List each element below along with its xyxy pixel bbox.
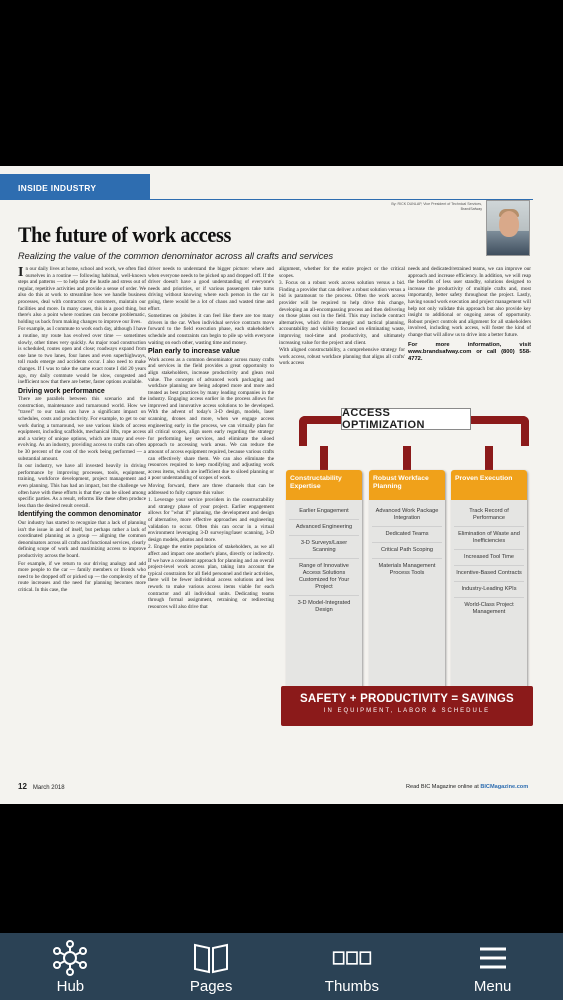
infographic-column-proven-execution — [451, 470, 527, 722]
infographic-column-constructability — [286, 470, 362, 722]
subheading: Driving work performance — [18, 387, 105, 395]
paragraph: With aligned constructability, a comprehensive strategy for work access, robust workface planning that aligns all crafts' work access — [279, 347, 405, 367]
paragraph: For example, if we return to our driving analogy and add more people to the car — family members or friends who need to be dropped off or picked up — the complexity of the route increases and the need for planning becomes more critical. In this case, the — [18, 560, 146, 593]
paragraph: alignment, whether for the entire project or the critical scopes. — [279, 266, 405, 279]
section-label: INSIDE INDUSTRY — [0, 174, 150, 200]
infographic-item: Advanced Engineering — [289, 520, 359, 536]
paragraph-text: n our daily lives at home, school and work, we often find ourselves in a routine — following habitual, well-known steps and patterns — to help take the hustle and stress out of regular, repetitive activities and provide a sense of order. We also do this at work to streamline how we handle business processes, deal with contractors or customers, maintain our facilities and more. In many cases, this is a good thing, but there's also a point where routines can become problematic, holding us back from making changes to improve our lives. — [18, 266, 146, 325]
byline: By: RICK DUNLAP, Vice President of Technical Services, BrandSafway — [391, 202, 482, 211]
infographic-item: Track Record of Performance — [454, 504, 524, 527]
paragraph: In our industry, we have all invested heavily in driving performance by improving processes, tools, equipment, training, workforce development, project management and even planning. This has had an impact, but the challenge we often have with these efforts is that they can be siloed among specific parties. As a result, reforms like these often produce less than the desired result overall. — [18, 463, 146, 509]
access-optimization-infographic — [281, 398, 533, 738]
paragraph: driver needs to understand the bigger picture: where and when everyone needs to be picked up and dropped off. If the driver doesn't have a good understanding of everyone's needs and priorities, or if various passengers take turns driving without knowing where each person in the car is going, there would be a lot of chaos and wasted time and effort. — [148, 266, 274, 312]
article-column-2 — [148, 266, 274, 611]
infographic-footer-banner — [281, 686, 533, 726]
infographic-item: Elimination of Waste and Inefficiencies — [454, 527, 524, 550]
paragraph: needs and dedicated/retrained teams, we can improve our approach and increase efficiency. In addition, we will reap the benefits of less user standby, solutions designed to increase the productivity of multiple crafts and, most importantly, better safety throughout the project. Lastly, having sound work execution and project management will help not only validate this approach but also provide key insight to additional or ongoing areas of opportunity. Robust project controls and alignment for all stakeholders involved, including work access, will foster the kind of change that will allow us to drive into a better future. — [408, 266, 531, 338]
paragraph: For example, as I commute to work each day, although I have a routine, my route has evolved over time — sometimes slowly, other times very quickly. As major road construction is scheduled, routes open and close; roadways expand from one lane to two lanes, four lanes and even superhighways, toll roads emerge and accidents occur. I also need to make changes. If I was to take the same exact route I did 20 years ago, my daily commute would be slow, congested and inefficient now that there are better, faster options available. — [18, 326, 147, 386]
paragraph: Our industry has started to recognize that a lack of planning isn't the issue in and of itself, but perhaps rather a lack of coordinated planning as a group — aligning the common denominators across all crafts and functional services, clearly defining scope of work and maximizing access to improve productivity across the board. — [18, 519, 146, 559]
article-column-4 — [408, 266, 531, 364]
infographic-column-heading: Constructability Expertise — [286, 470, 362, 500]
infographic-item: Advanced Work Package Integration — [372, 504, 442, 527]
thumbs-button[interactable] — [282, 933, 423, 1000]
hub-label: Hub — [56, 978, 85, 995]
article-title: The future of work access — [18, 222, 232, 247]
pages-label: Pages — [189, 978, 233, 995]
hub-icon — [50, 940, 90, 976]
paragraph: 1. Leverage your service providers in the constructability and strategy phase of your project. Earlier engagement allows for "what if" planning, the development and design of alternative, more effective approaches and engineering validation to occur. Often this can occur in a virtual environment leveraging 3-D surveying/laser scanning, 3-D design models, photos and more. — [148, 497, 274, 543]
infographic-item: Materials Management Process Tools — [378, 563, 436, 576]
infographic-column-heading: Robust Workface Planning — [369, 470, 445, 500]
menu-button[interactable] — [422, 933, 563, 1000]
infographic-connector-stem — [320, 446, 328, 472]
article-subtitle: Realizing the value of the common denominator across all crafts and services — [18, 251, 334, 261]
paragraph: There are parallels between this scenario and the construction, maintenance and turnaround world. How we "travel" to our tasks can have a significant impact on schedules, costs and productivity. For example, to get to our work during a turnaround, we use various kinds of access equipment, including scaffolds, mechanical lifts, rope access and a variety of unique options, which are many and ever-evolving. As an industry, providing access to crafts can often be 30 percent of the cost of the work being performed — a substantial amount. — [18, 396, 146, 462]
pages-icon — [191, 940, 231, 976]
section-divider — [150, 199, 533, 200]
footer-note — [406, 784, 528, 790]
issue-date: March 2018 — [32, 785, 65, 791]
infographic-item: 3-D Surveys/Laser Scanning — [289, 536, 359, 559]
paragraph: 3. Focus on a robust work access solution versus a bid. Finding a provider that can deliver a robust solution versus a bid is paramount to the process. Often the work access provider will be required to help drive this change, developing an all-encompassing process and then delivering on those plans out in the field. This may include contract alternatives, which drive strategic and tactical planning, accountability and visibility focused on eliminating waste, improving tool-time and productivity, and ultimately increasing value for the project and client. — [279, 280, 405, 346]
infographic-item: Earlier Engagement — [289, 504, 359, 520]
infographic-item: Incentive-Based Contracts — [454, 566, 524, 582]
hub-button[interactable] — [0, 933, 141, 1000]
thumbs-label: Thumbs — [324, 978, 379, 995]
infographic-connector-stem — [485, 446, 493, 472]
paragraph: Sometimes on jobsites it can feel like there are too many drivers in the car. When individual service contracts move forward to the field execution phase, each stakeholder's schedule and constraints can begin to pile up with everyone waiting on each other, wasting time and money. — [148, 313, 274, 346]
contact-info: For more information, visit www.brandsafway.com or call (800) 558-4772. — [408, 341, 531, 362]
infographic-connector-stem — [403, 446, 411, 472]
infographic-column-workface-planning — [369, 470, 445, 722]
paragraph: Work access as a common denominator across many crafts and services in the field provides a great opportunity to align stakeholders, increase productivity and glean real value. The concepts of advanced work packaging and workface planning are being adopted more and more and treated as best practices by many leading companies in the industry. Engaging access earlier in the process allows for improved and innovative access solutions to be developed. With the advent of today's 3-D design, models, laser scanning, drones and more, when we engage access engineering early in the process, we can virtually plan for all critical scopes, align users early regarding the strategy for performing key services, and eliminate the siloed approach to accessing work areas. We can reduce the amount of access equipment required, because various crafts can effectively share them. We can also eliminate the resources required to keep modifying and adjusting work access items, which are inefficient due to siloed planning or a poor understanding of scopes of work. — [148, 356, 274, 482]
article-column-3 — [279, 266, 405, 368]
drop-cap: I — [18, 265, 24, 280]
page-number: 12 — [18, 782, 27, 791]
paragraph: Moving forward, there are three channels that can be addressed to fully capture this value: — [148, 483, 274, 496]
infographic-item: Dedicated Teams — [372, 527, 442, 543]
magazine-page[interactable] — [0, 166, 563, 804]
infographic-item: Critical Path Scoping — [372, 543, 442, 559]
subheading: Plan early to increase value — [148, 348, 240, 356]
infographic-column-heading: Proven Execution — [451, 470, 527, 500]
infographic-footer-subtitle: IN EQUIPMENT, LABOR & SCHEDULE — [323, 708, 491, 714]
infographic-item: Industry-Leading KPIs — [454, 582, 524, 598]
author-photo — [486, 200, 530, 256]
article-column-1 — [18, 266, 146, 595]
bottom-toolbar — [0, 933, 563, 1000]
menu-label: Menu — [473, 978, 512, 995]
infographic-footer-title: SAFETY + PRODUCTIVITY = SAVINGS — [300, 693, 514, 705]
pages-button[interactable] — [141, 933, 282, 1000]
infographic-item: Increased Tool Time — [454, 550, 524, 566]
infographic-title: ACCESS OPTIMIZATION — [342, 407, 425, 431]
infographic-title-box — [341, 408, 471, 430]
paragraph — [18, 266, 146, 325]
subheading: Identifying the common denominator — [18, 511, 142, 519]
infographic-item: World-Class Project Management — [464, 602, 514, 615]
website-link[interactable]: BICMagazine.com — [480, 784, 529, 790]
thumbs-icon — [332, 940, 372, 976]
infographic-item: 3-D Model-Integrated Design — [297, 600, 351, 613]
footer-note-text: Read BIC Magazine online at — [406, 784, 481, 790]
infographic-item: Range of Innovative Access Solutions Customized for Your Project — [289, 559, 359, 596]
menu-icon — [473, 940, 513, 976]
paragraph: 2. Engage the entire population of stakeholders, as we all affect and impact one another's plans, directly or indirectly. If we have a consistent approach for planning and an overall project-level work access plan, taking into account the typical constraints for all field personnel and their activities, there will be fewer individual access solutions and less rework to make various access items viable for each contractor and all individual units. Dedicating teams through formal assignment, retraining or redirecting resources will also drive that — [148, 544, 274, 610]
folio — [18, 782, 65, 791]
